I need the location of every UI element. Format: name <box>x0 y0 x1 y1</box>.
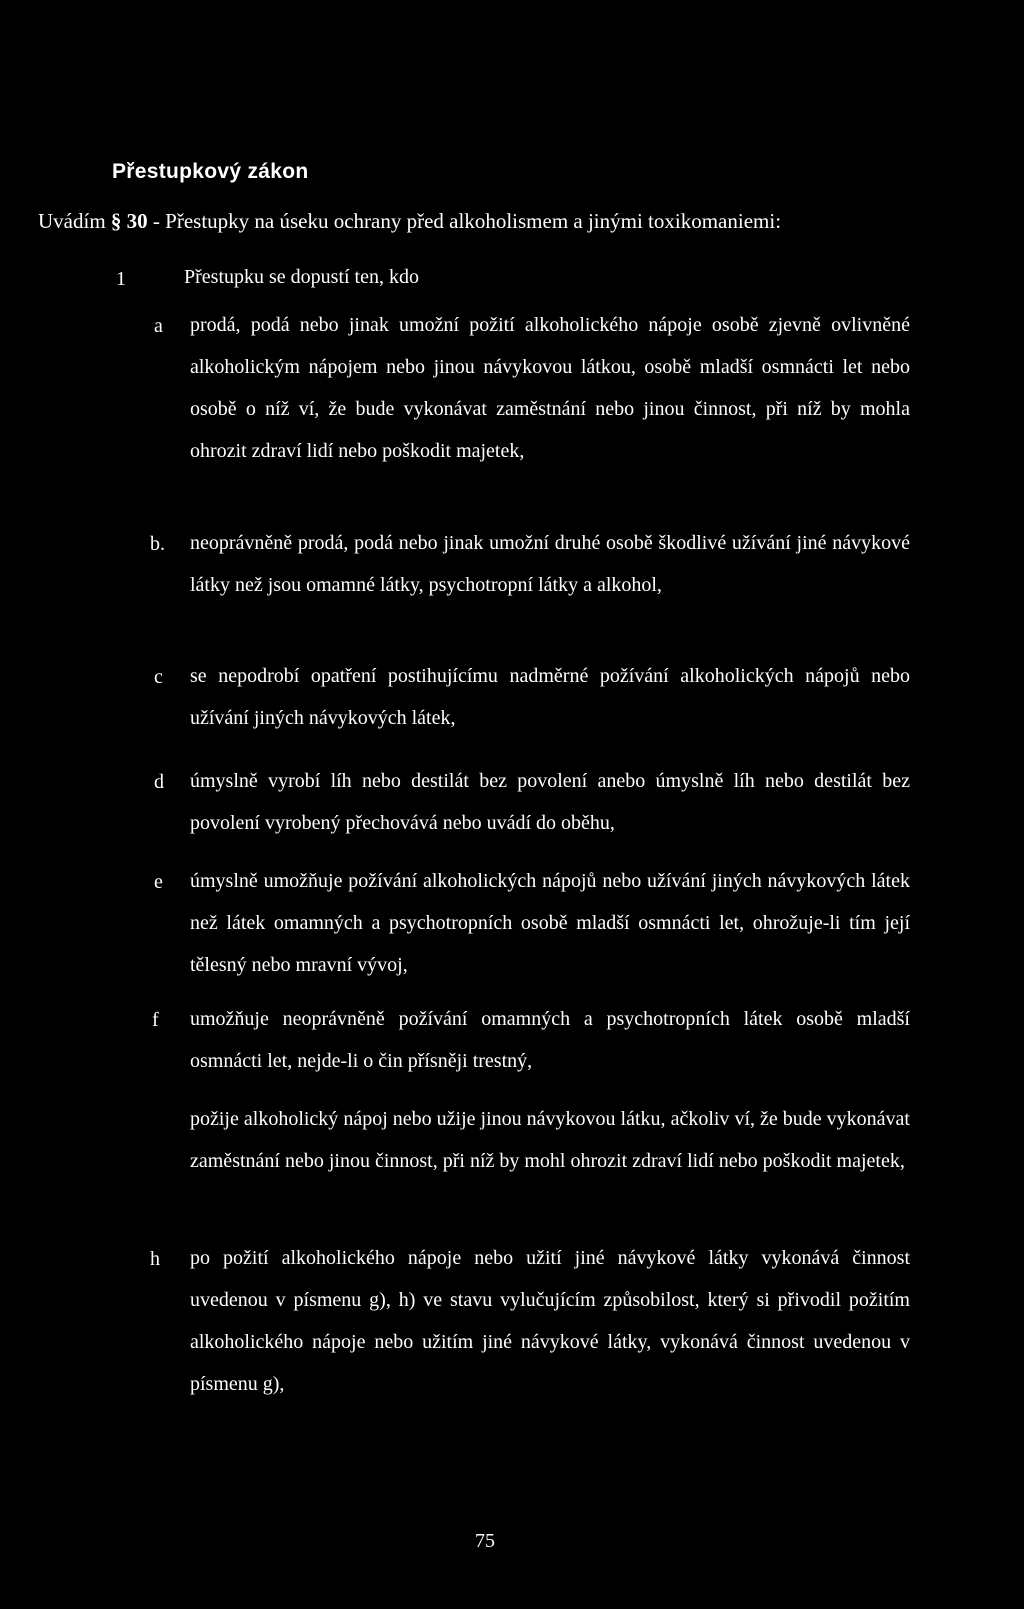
section-intro <box>38 209 781 234</box>
item-text: prodá, podá nebo jinak umožní požití alkoholického nápoje osobě zjevně ovlivněné alkoholickým nápojem nebo jinou návykovou látkou, osobě mladší osmnácti let nebo osobě o níž ví, že bude vykonávat zaměstnání nebo jinou činnost, při níž by mohla ohrozit zdraví lidí nebo poškodit majetek, <box>190 314 910 462</box>
item-text: po požití alkoholického nápoje nebo užití jiné návykové látky vykonává činnost uvedenou v písmenu g), h) ve stavu vylučujícím způsobilost, který si přivodil požitím alkoholického nápoje nebo užitím jiné návykové látky, vykonává činnost uvedenou v písmenu g), <box>190 1247 910 1395</box>
item-text: požije alkoholický nápoj nebo užije jinou návykovou látku, ačkoliv ví, že bude vykonávat zaměstnání nebo jinou činnost, při níž by mohl ohrozit zdraví lidí nebo poškodit majetek, <box>190 1108 910 1172</box>
item-letter: b. <box>150 533 165 555</box>
intro-rest: - Přestupky na úseku ochrany před alkoholismem a jinými toxikomaniemi: <box>152 209 782 233</box>
item-text: úmyslně umožňuje požívání alkoholických nápojů nebo užívání jiných návykových látek než látek omamných a psychotropních osobě mladší osmnácti let, ohrožuje-li tím její tělesný nebo mravní vývoj, <box>190 870 910 976</box>
item-letter: a <box>154 315 163 337</box>
item-letter: d <box>154 771 164 793</box>
item-letter: e <box>154 871 163 893</box>
item-letter: c <box>154 666 163 688</box>
item-text: úmyslně vyrobí líh nebo destilát bez povolení anebo úmyslně líh nebo destilát bez povolení vyrobený přechovává nebo uvádí do oběhu, <box>190 770 910 834</box>
section-mark: § 30 <box>110 209 148 233</box>
item-letter: f <box>152 1009 159 1031</box>
item-text: neoprávněně prodá, podá nebo jinak umožní druhé osobě škodlivé užívání jiné návykové látky než jsou omamné látky, psychotropní látky a alkohol, <box>190 532 910 596</box>
page-number: 75 <box>475 1530 495 1552</box>
item-text: se nepodrobí opatření postihujícímu nadměrné požívání alkoholických nápojů nebo užívání jiných návykových látek, <box>190 665 910 729</box>
document-title: Přestupkový zákon <box>112 160 309 183</box>
paragraph-number: 1 <box>116 268 126 290</box>
item-text: umožňuje neoprávněně požívání omamných a psychotropních látek osobě mladší osmnácti let, nejde-li o čin přísněji trestný, <box>190 1008 910 1072</box>
paragraph-lead: Přestupku se dopustí ten, kdo <box>184 266 419 288</box>
item-letter: h <box>150 1248 160 1270</box>
intro-prefix: Uvádím <box>38 209 106 233</box>
